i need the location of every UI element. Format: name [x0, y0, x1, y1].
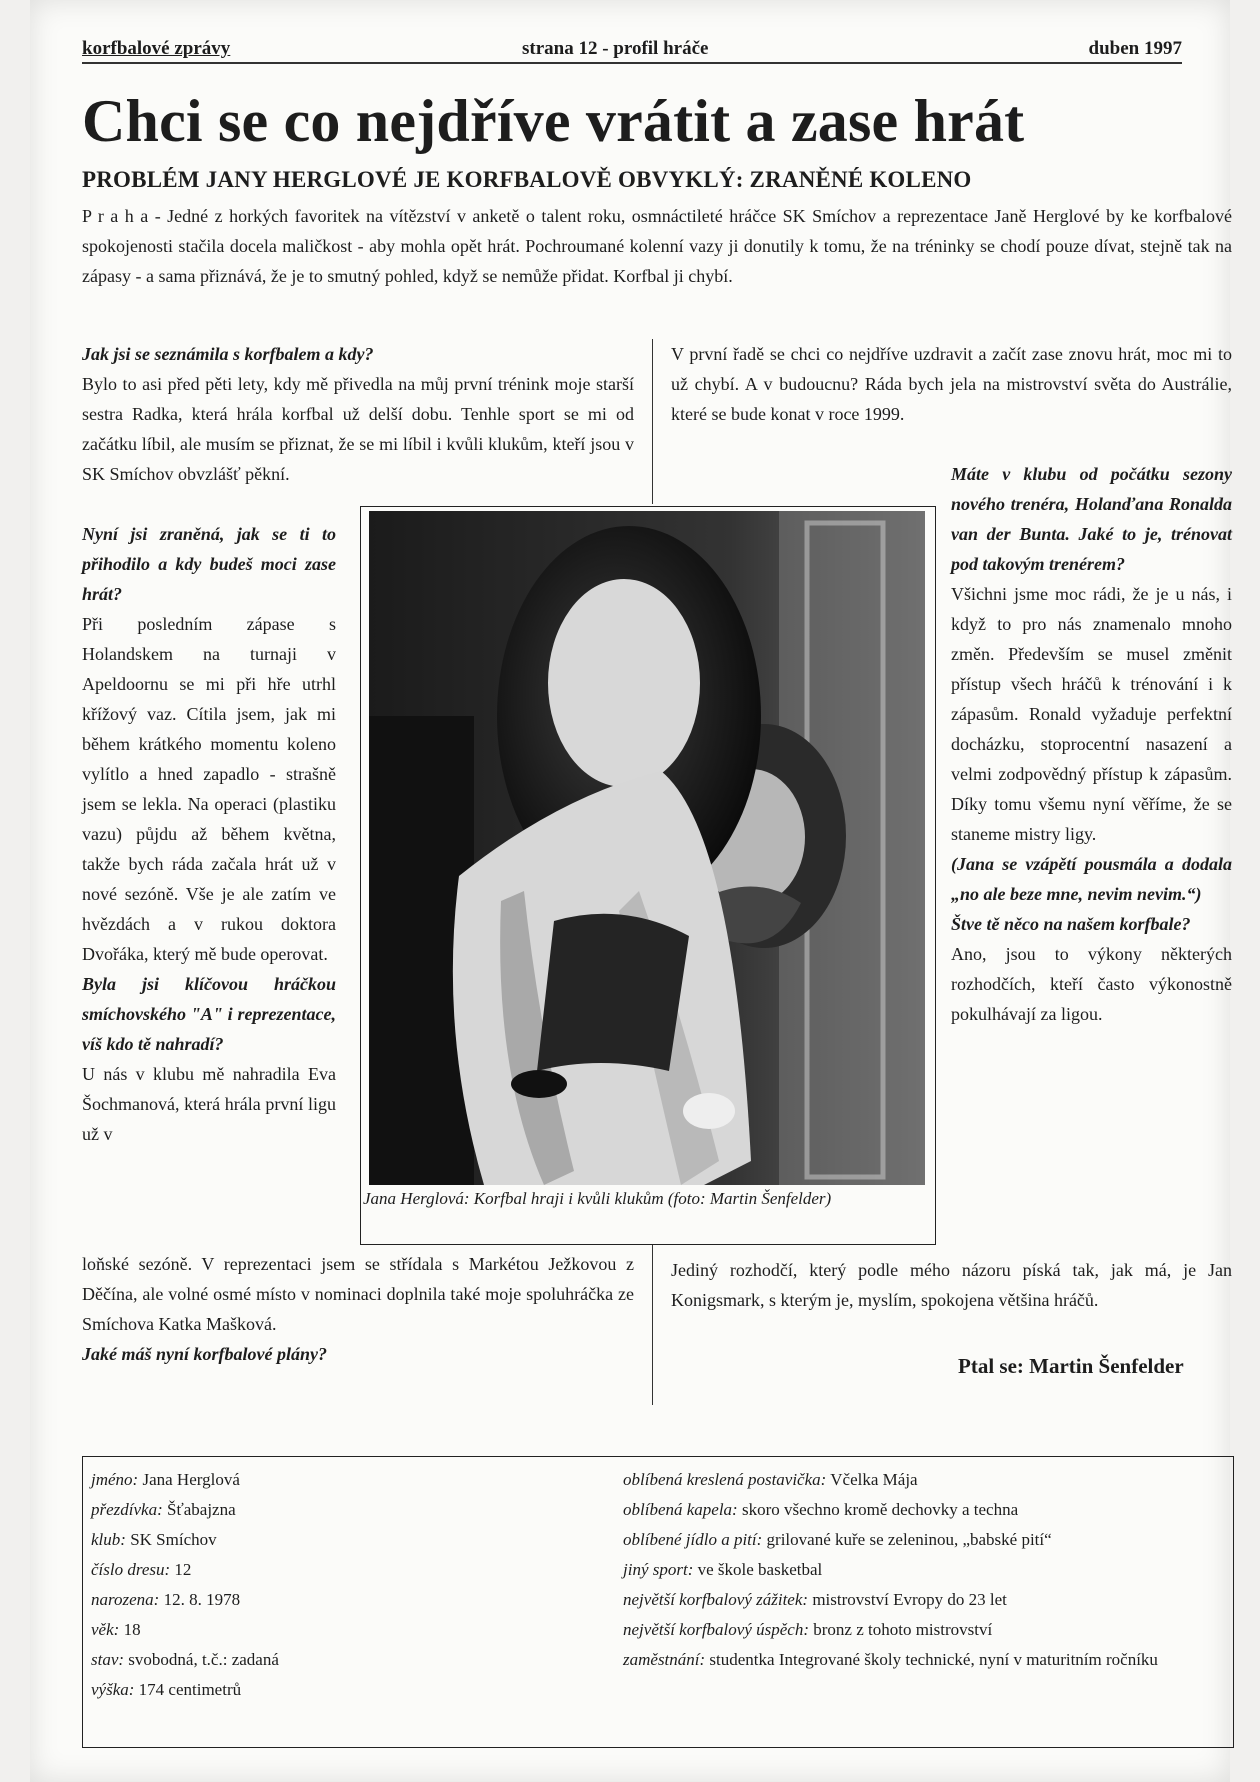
interview-question: Byla jsi klíčovou hráčkou smíchovského "A" i reprezentace, víš kdo tě nahradí?: [82, 974, 336, 1054]
interview-question: Jaké máš nyní korfbalové plány?: [82, 1344, 327, 1364]
interview-answer: Všichni jsme moc rádi, že je u nás, i když to pro nás znamenalo mnoho změn. Především se musel změnit přístup všech hráčů k trénování i k zápasům. Ronald vyžaduje perfektní docházku, stoprocentní nasazení a velmi zodpovědný přístup k zápasům. Díky tomu všemu nyní věříme, že se staneme mistry ligy.: [951, 584, 1232, 844]
profile-nickname: přezdívka: Šťabajzna: [91, 1500, 236, 1519]
issue-date: duben 1997: [1088, 38, 1182, 59]
page-header: [82, 36, 1182, 64]
profile-favorite-band: oblíbená kapela: skoro všechno kromě dechovky a techna: [623, 1500, 1019, 1519]
interview-question: Jak jsi se seznámila s korfbalem a kdy?: [82, 344, 374, 364]
profile-birth-date: narozena: 12. 8. 1978: [91, 1590, 241, 1609]
article-column-left-bottom: [82, 1249, 634, 1369]
interview-question: Štve tě něco na našem korfbale?: [951, 914, 1191, 934]
interview-answer: V první řadě se chci co nejdříve uzdravit a začít zase znovu hrát, moc mi to už chybí. A v budoucnu? Ráda bych jela na mistrovství světa do Austrálie, které se bude konat v roce 1999.: [671, 344, 1232, 424]
profile-shirt-number: číslo dresu: 12: [91, 1560, 192, 1579]
article-lead: P r a h a - Jedné z horkých favoritek na vítězství v anketě o talent roku, osmnáctileté hráčce SK Smíchov a reprezentace Janě Herglové by ke korfbalové spokojenosti stačila docela maličkost - aby mohla opět hrát. Pochroumané kolenní vazy ji donutily k tomu, že na tréninky se chodí pouze dívat, stejně tak na zápasy - a sama přiznává, že je to smutný pohled, když se nemůže přidat. Korfbal ji chybí.: [82, 206, 1232, 286]
column-rule-bottom: [652, 1244, 653, 1405]
publication-name: korfbalové zprávy: [82, 38, 231, 59]
page-section: strana 12 - profil hráče: [522, 38, 709, 59]
profile-age: věk: 18: [91, 1620, 141, 1639]
interview-answer: Bylo to asi před pěti lety, kdy mě přivedla na můj první trénink moje starší sestra Radka, která hrála korfbal už delší dobu. Tenhle sport se mi od začátku líbil, ale musím se přiznat, že se mi líbil i kvůli klukům, kteří jsou v SK Smíchov obvzlášť pěkní.: [82, 374, 634, 484]
interview-answer: Při posledním zápase s Holandskem na turnaji v Apeldoornu se mi při hře utrhl křížový vaz. Cítila jsem, jak mi během krátkého momentu koleno vylítlo a hned zapadlo - strašně jsem se lekla. Na operaci (plastiku vazu) půjdu až během května, takže bych ráda začala hrát už v nové sezóně. Vše je ale zatím ve hvězdách a v rukou doktora Dvořáka, který mě bude operovat.: [82, 614, 336, 964]
article-column-left-wrapped: [82, 519, 336, 1149]
profile-height: výška: 174 centimetrů: [91, 1680, 242, 1699]
profile-best-experience: největší korfbalový zážitek: mistrovství Evropy do 23 let: [623, 1590, 1007, 1609]
profile-best-success: největší korfbalový úspěch: bronz z tohoto mistrovství: [623, 1620, 993, 1639]
column-rule-top: [652, 339, 653, 504]
interview-answer: loňské sezóně. V reprezentaci jsem se střídala s Markétou Ježkovou z Děčína, ale volné osmé místo v nominaci doplnila také moje spoluhráčka ze Smíchova Katka Mašková.: [82, 1254, 634, 1334]
profile-occupation: zaměstnání: studentka Integrované školy technické, nyní v maturitním ročníku: [623, 1650, 1158, 1669]
interview-answer: Jediný rozhodčí, který podle mého názoru píská tak, jak má, je Jan Konigsmark, s kterým je, myslím, spokojena většina hráčů.: [671, 1260, 1232, 1310]
newspaper-page: [30, 0, 1230, 1782]
interview-answer: Ano, jsou to výkony některých rozhodčích, kteří často výkonostně pokulhávají za ligou.: [951, 944, 1232, 1024]
article-subheadline: PROBLÉM JANY HERGLOVÉ JE KORFBALOVĚ OBVYKLÝ: ZRANĚNÉ KOLENO: [82, 167, 972, 192]
profile-club: klub: SK Smíchov: [91, 1530, 217, 1549]
article-headline: Chci se co nejdříve vrátit a zase hrát: [82, 88, 1025, 154]
player-profile-box: [82, 1456, 1234, 1748]
profile-favorite-cartoon: oblíbená kreslená postavička: Včelka Mája: [623, 1470, 918, 1489]
article-note: (Jana se vzápětí pousmála a dodala „no ale beze mne, nevim nevim.“): [951, 854, 1232, 904]
profile-favorite-food: oblíbené jídlo a pití: grilované kuře se zeleninou, „babské pití“: [623, 1530, 1052, 1549]
profile-other-sport: jiný sport: ve škole basketbal: [623, 1560, 823, 1579]
interview-question: Nyní jsi zraněná, jak se ti to přihodilo a kdy budeš moci zase hrát?: [82, 524, 336, 604]
photo-frame: [360, 506, 936, 1245]
article-column-left-top: [82, 339, 634, 489]
profile-status: stav: svobodná, t.č.: zadaná: [91, 1650, 279, 1669]
player-photo: [369, 511, 925, 1185]
article-column-right-top: [671, 339, 1232, 429]
profile-name: jméno: Jana Herglová: [91, 1470, 240, 1489]
article-byline: Ptal se: Martin Šenfelder: [958, 1354, 1184, 1378]
interview-question: Máte v klubu od počátku sezony nového trenéra, Holanďana Ronalda van der Bunta. Jaké to je, trénovat pod takovým trenérem?: [951, 464, 1232, 574]
article-column-right-wrapped: [951, 459, 1232, 1029]
photo-caption: Jana Herglová: Korfbal hraji i kvůli klukům (foto: Martin Šenfelder): [363, 1189, 832, 1208]
article-column-right-bottom: [671, 1255, 1232, 1315]
interview-answer: U nás v klubu mě nahradila Eva Šochmanová, která hrála první ligu už v: [82, 1064, 336, 1144]
